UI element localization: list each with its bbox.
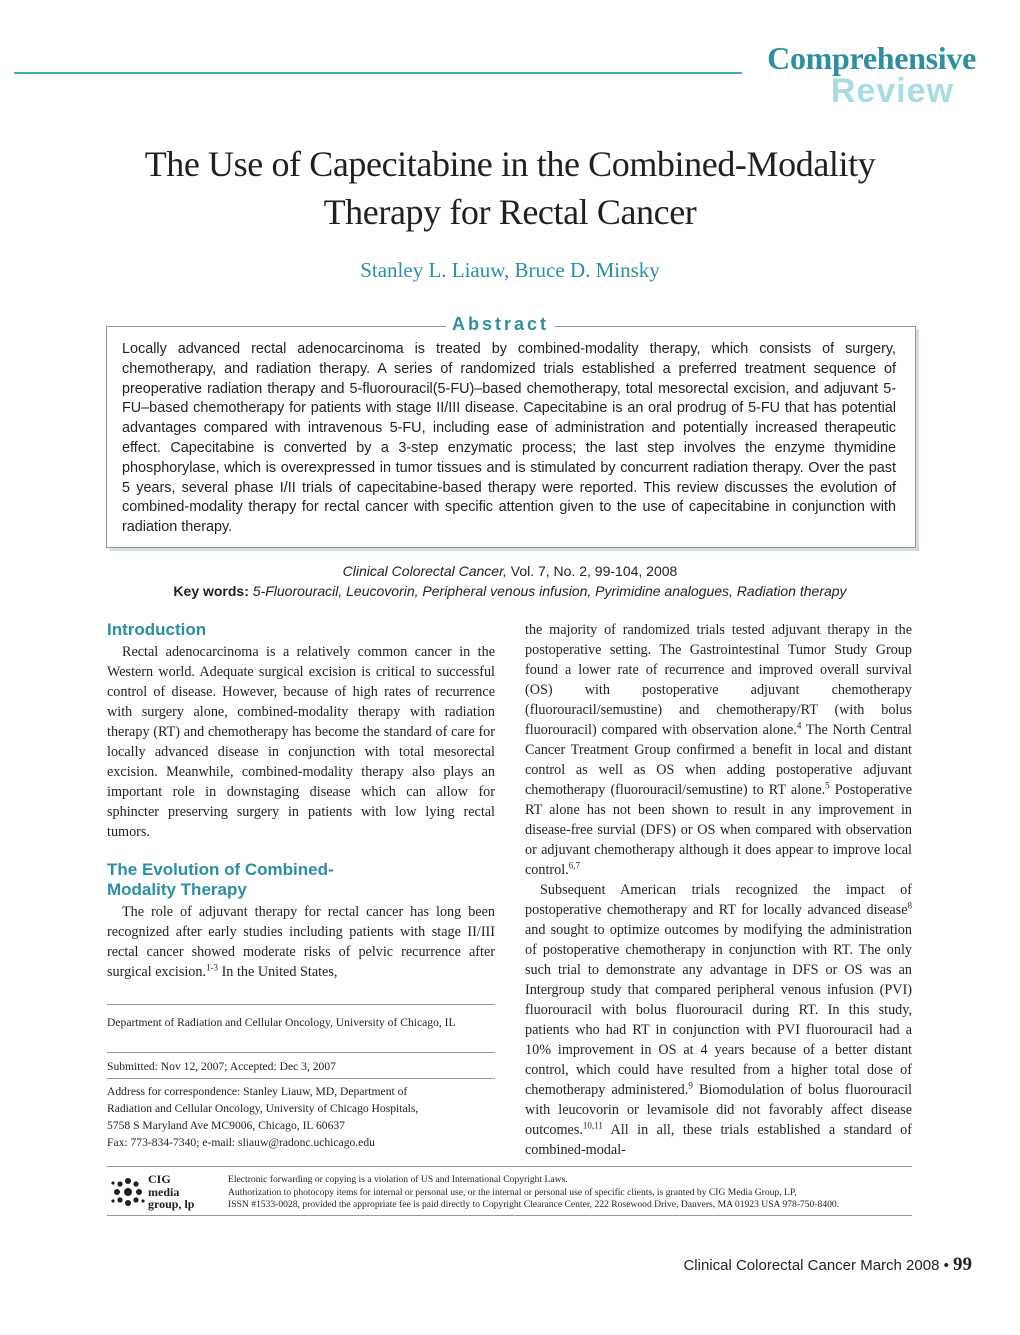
correspondence-address [107,1083,495,1151]
article-title [60,140,960,236]
affiliation-rule-2 [107,1052,495,1053]
affiliation-dept: Department of Radiation and Cellular Oncology, University of Chicago, IL [107,1016,456,1029]
address-line3: 5758 S Maryland Ave MC9006, Chicago, IL 60637 [107,1119,345,1132]
citation-details: Vol. 7, No. 2, 99-104, 2008 [506,563,678,579]
address-line1: Address for correspondence: Stanley Liauw, MD, Department of [107,1085,408,1098]
right-p2-text-d: All in all, these trials established a standard of combined-modal- [525,1122,912,1158]
evolution-text: The role of adjuvant therapy for rectal cancer has long been recognized after early studies including patients with stage II/III rectal cancer showed moderate risks of pelvic recurrence after surgical excision. [107,904,495,980]
logo-line2: media [148,1184,180,1199]
legal-line3: ISSN #1533-0028, provided the appropriate fee is paid directly to Copyright Clearance Center, 222 Rosewood Drive, Danvers, MA 01923 USA 978-750-8400. [228,1199,840,1210]
footer-date: March 2008 • [856,1257,953,1274]
right-paragraph-1 [525,620,912,880]
right-p2-text-a: Subsequent American trials recognized the impact of postoperative chemotherapy and RT for locally advanced disease [525,882,912,918]
abstract-heading: Abstract [446,313,555,335]
right-p1-text-b: The North Central Cancer Treatment Group confirmed a benefit in local and distant control as well as OS when adding postoperative adjuvant chemotherapy (fluorouracil/semustine) to RT alone. [525,722,913,798]
legal-line2: Authorization to photocopy items for internal or personal use, or the internal or personal use of specific clients, is granted by CIG Media Group, LP, [228,1186,797,1198]
ref-9: 9 [688,1080,693,1091]
title-line1: The Use of Capecitabine in the Combined-Modality [144,144,876,184]
ref-8: 8 [907,900,912,911]
right-p2-text-b: and sought to optimize outcomes by modifying the administration of postoperative chemotherapy in conjunction with RT. The only such trial to demonstrate any advantage in DFS or OS was an Intergroup study that compared peripheral venous infusion (PVI) fluorouracil with bolus fluorouracil during RT. In this study, patients who had RT in conjunction with PVI fluorouracil had a 10% improvement in OS at 4 years because of a better distant control, which could have resulted from a higher total dose of chemotherapy administered. [525,922,912,1098]
right-column [525,620,912,1160]
evolution-text-tail: In the United States, [218,964,338,980]
legal-rule-top [107,1166,912,1167]
legal-rule-bottom [107,1215,912,1216]
section-tag-line2: Review [830,72,954,110]
intro-paragraph: Rectal adenocarcinoma is a relatively common cancer in the Western world. Adequate surgical excision is critical to successful control of disease. However, because of high rates of recurrence with surgery alone, combined-modality therapy with radiation therapy (RT) and chemotherapy has become the standard of care for locally advanced disease in conjunction with total mesorectal excision. Meanwhile, combined-modality therapy also plays an important role in downstaging disease which can allow for sphincter preserving surgery in patients with low lying rectal tumors. [107,644,495,840]
evolution-heading-line1: The Evolution of Combined- [107,860,334,879]
submission-dates: Submitted: Nov 12, 2007; Accepted: Dec 3, 2007 [107,1060,336,1073]
header-rule [14,72,742,74]
address-line4: Fax: 773-834-7340; e-mail: sliauw@radonc.uchicago.edu [107,1136,375,1149]
abstract-text: Locally advanced rectal adenocarcinoma is treated by combined-modality therapy, which consists of surgery, chemotherapy, and radiation therapy. A series of randomized trials established a preferred treatment sequence of preoperative radiation therapy and 5-fluorouracil(5-FU)–based chemotherapy, total mesorectal excision, and adjuvant 5-FU–based chemotherapy for patients with stage II/III disease. Capecitabine is an oral prodrug of 5-FU that has potential advantages compared with intravenous 5-FU, including ease of administration and potentially increased therapeutic effect. Capecitabine is converted by a 3-step enzymatic process; the last step involves the enzyme thymidine phosphorylase, which is overexpressed in tumor tissues and is stimulated by concurrent radiation therapy. Over the past 5 years, several phase I/II trials of capecitabine-based therapy were reported. This review discusses the evolution of combined-modality therapy for rectal cancer with specific attention given to the use of capecitabine in conjunction with radiation therapy. [122,341,896,536]
evolution-heading-line2: Modality Therapy [107,880,247,899]
publisher-logo-text [148,1173,194,1211]
section-tag-line1: Comprehensive [767,40,976,76]
logo-line3: group, lp [148,1197,195,1211]
right-p2-text-c: Biomodulation of bolus fluorouracil with leucovorin or levamisole did not favorably affect disease outcomes. [525,1082,913,1138]
ref-4: 4 [796,720,802,731]
citation-journal: Clinical Colorectal Cancer, [342,563,507,579]
keywords [60,583,960,599]
section-tag [767,40,976,110]
left-column [107,620,495,982]
right-paragraph-2 [525,880,912,1160]
evolution-heading [107,860,495,900]
legal-line1: Electronic forwarding or copying is a violation of US and International Copyright Laws. [228,1174,568,1185]
ref-1-3: 1-3 [206,962,219,973]
address-line2: Radiation and Cellular Oncology, University of Chicago Hospitals, [107,1102,419,1115]
title-line2: Therapy for Rectal Cancer [323,192,697,232]
copyright-notice [228,1174,918,1212]
affiliation-rule-top [107,1004,495,1005]
right-p1-text-c: Postoperative RT alone has not been shown to result in any improvement in disease-free survial (DFS) or OS when compared with observation or adjuvant chemotherapy although it does appear to improve local control. [525,782,912,878]
ref-5: 5 [825,780,830,791]
affiliation-rule-3 [107,1078,495,1079]
keywords-label: Key words: [173,583,249,599]
evolution-paragraph [107,902,495,982]
ref-6-7: 6,7 [568,860,580,871]
citation [60,563,960,579]
right-p1-text-a: the majority of randomized trials tested adjuvant therapy in the postoperative setting. The Gastrointestinal Tumor Study Group found a lower rate of recurrence and improved overall survival (OS) with postoperative adjuvant chemotherapy (fluorouracil/semustine) and chemotherapy/RT (with bolus fluorouracil) compared with observation alone. [525,622,912,738]
page-footer [683,1254,972,1276]
page-number: 99 [953,1254,972,1275]
keywords-value: 5-Fluorouracil, Leucovorin, Peripheral venous infusion, Pyrimidine analogues, Radiation therapy [248,583,847,599]
intro-heading: Introduction [107,620,207,639]
logo-line1: CIG [148,1172,171,1186]
ref-10-11: 10,11 [582,1120,603,1131]
authors: Stanley L. Liauw, Bruce D. Minsky [360,258,660,282]
footer-journal: Clinical Colorectal Cancer [683,1257,857,1274]
